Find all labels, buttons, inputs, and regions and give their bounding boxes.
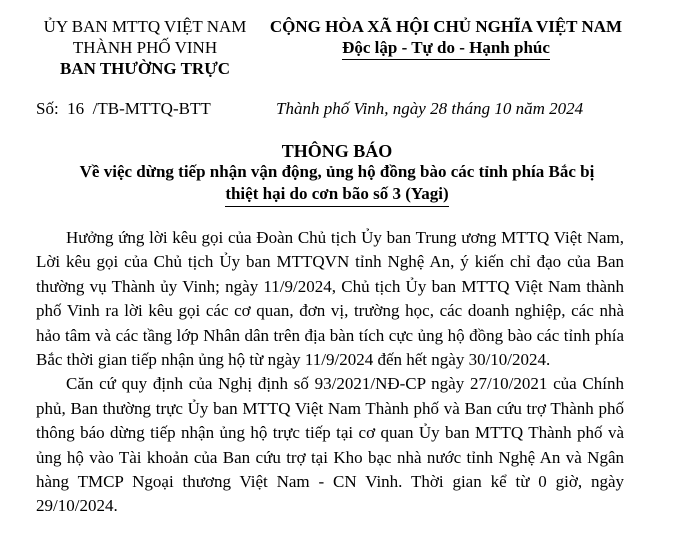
authority-line-1: ỦY BAN MTTQ VIỆT NAM [43,17,247,36]
body-paragraph-2: Căn cứ quy định của Nghị định số 93/2021/NĐ-CP ngày 27/10/2021 của Chính phủ, Ban thường trực Ủy ban MTTQ Việt Nam Thành phố và Ban cứu trợ Thành phố thông báo dừng tiếp nhận ủng hộ trực tiếp tại cơ quan Ủy ban MTTQ Thành phố và ủng hộ vào Tài khoản của Ban cứu trợ tại Kho bạc nhà nước tỉnh Nghệ An và Ngân hàng TMCP Ngoại thương Việt Nam - CN Vinh. Thời gian kể từ 0 giờ, ngày 29/10/2024. [36,374,624,516]
national-motto: Độc lập - Tự do - Hạnh phúc [342,37,550,60]
document-number: Số: 16 /TB-MTTQ-BTT [36,99,211,118]
body-paragraph-1: Hưởng ứng lời kêu gọi của Đoàn Chủ tịch Ủy ban Trung ương MTTQ Việt Nam, Lời kêu gọi của Chủ tịch Ủy ban MTTQVN tỉnh Nghệ An, ý kiến chỉ đạo của Ban thường vụ Thành ủy Vinh; ngày 11/9/2024, Chủ tịch Ủy ban MTTQ Việt Nam thành phố Vinh ra lời kêu gọi các cơ quan, đơn vị, trường học, các doanh nghiệp, các nhà hảo tâm và các tầng lớp Nhân dân trên địa bàn tích cực ủng hộ đồng bào các tỉnh phía Bắc thời gian tiếp nhận ủng hộ từ ngày 11/9/2024 đến hết ngày 30/10/2024. [36,228,624,370]
notice-subject [0,161,674,207]
notice-subject-line-1: Về việc dừng tiếp nhận vận động, ủng hộ đồng bào các tỉnh phía Bắc bị [79,162,595,181]
national-name: CỘNG HÒA XÃ HỘI CHỦ NGHĨA VIỆT NAM [269,17,623,36]
notice-subject-line-2: thiệt hại do cơn bão số 3 (Yagi) [225,183,448,207]
notice-body [36,226,624,519]
issuing-authority [36,16,254,79]
national-heading [262,16,630,60]
authority-line-2: THÀNH PHỐ VINH [72,38,218,57]
authority-line-3: BAN THƯỜNG TRỰC [59,59,231,78]
place-date: Thành phố Vinh, ngày 28 tháng 10 năm 2024 [276,99,584,118]
notice-title: THÔNG BÁO [281,141,393,161]
